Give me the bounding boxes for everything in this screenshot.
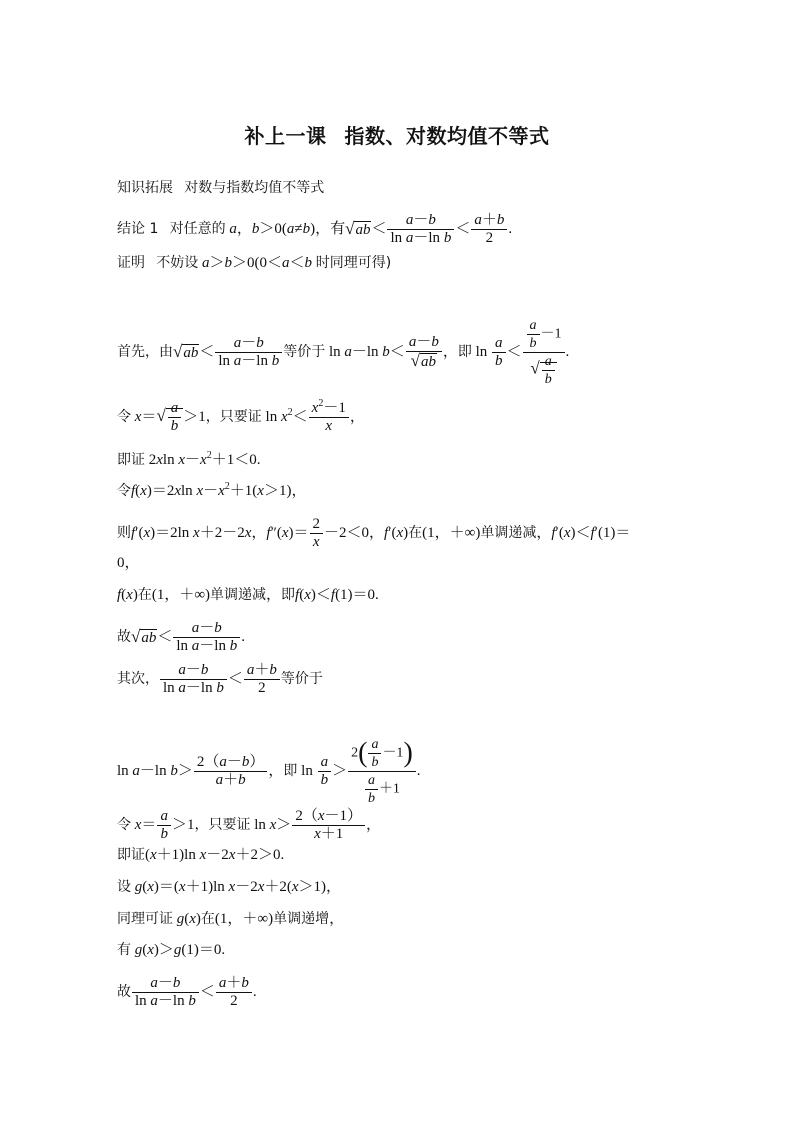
let-x-step: 令 x＝√ $\frac{a}{b}$ ＞1，只要证 $\ln x^2<$ $\frac{x^2-1}{x}$ ， bbox=[117, 398, 365, 434]
section-title: 对数与指数均值不等式 bbox=[184, 180, 325, 196]
conclusion-1: 结论 1 对任意的 a，b＞0(a≠b)，有√ab＜ $\frac{a-b}{\text{ln a－ln b}}$ ＜ $\frac{a+b}{2}$ . bbox=[117, 212, 513, 246]
let-x-step-2: 令 x＝ $\frac{a}{b}$ ＞1，只要证 ln x＞ $\frac{2(x-1)}{x+1}$ ， bbox=[117, 808, 382, 842]
zero-line: 0， bbox=[117, 555, 140, 571]
prove-step-2: 即证(x＋1)ln x－2x＋2＞0. bbox=[117, 847, 285, 863]
title-part-b: 指数、对数均值不等式 bbox=[344, 124, 550, 148]
first-step: 首先，由√ab＜ $\frac{a-b}{\text{ln a－ln b}}$ 等价于 ln a－ln b＜ $\frac{a-b}{√ab}$ ，即 ln $\frac{a}{b}$ ＜ $\frac{a}{b}$ －1 √ $\frac{a}{b}$ . bbox=[117, 318, 570, 387]
f-derivative: 则f′(x)＝2ln x＋2－2x，f″(x)＝ $\frac{2}{x}$ －2＜0，f′(x)在(1，＋∞)单调递减，f′(x)＜f′(1)＝ bbox=[117, 516, 631, 550]
proof-intro: 证明 不妨设 a＞b＞0(0＜a＜b 时同理可得) bbox=[117, 255, 392, 271]
page-title bbox=[0, 120, 794, 149]
second-conclusion: 故 $\frac{a-b}{\text{ln a－ln b}}$ ＜ $\frac{a+b}{2}$ . bbox=[117, 975, 257, 1009]
first-conclusion: 故√ab＜ $\frac{a-b}{\text{ln a－ln b}}$ . bbox=[117, 620, 245, 654]
section-label: 知识拓展 bbox=[117, 180, 173, 196]
g-value: 有 g(x)＞g(1)＝0. bbox=[117, 942, 226, 958]
section-header bbox=[117, 178, 324, 198]
second-step: 其次， $\frac{a-b}{\text{ln a－ln b}}$ ＜ $\frac{a+b}{2}$ 等价于 bbox=[117, 662, 323, 696]
f-decreasing: f(x)在(1，＋∞)单调递减，即f(x)＜f(1)＝0. bbox=[117, 587, 379, 603]
define-f: 令f(x)＝2xln $x-x^2+1(x>1)$， bbox=[117, 481, 307, 499]
title-part-a: 补上一课 bbox=[244, 124, 327, 148]
prove-step-1: 即证 2xln $x-x^2+1<0$. bbox=[117, 450, 261, 468]
define-g: 设 g(x)＝(x＋1)ln x－2x＋2(x＞1)， bbox=[117, 879, 342, 895]
g-increasing: 同理可证 g(x)在(1，＋∞)单调递增， bbox=[117, 911, 345, 927]
proof-label: 证明 bbox=[117, 255, 145, 271]
second-equivalent: ln a－ln b＞ $\frac{2(a-b)}{a+b}$ ，即 ln $\frac{a}{b}$ ＞ 2( $\frac{a}{b}$ －1) $\frac{a}{b}$ ＋1 . bbox=[117, 737, 421, 806]
conclusion-label: 结论 1 bbox=[117, 220, 159, 237]
